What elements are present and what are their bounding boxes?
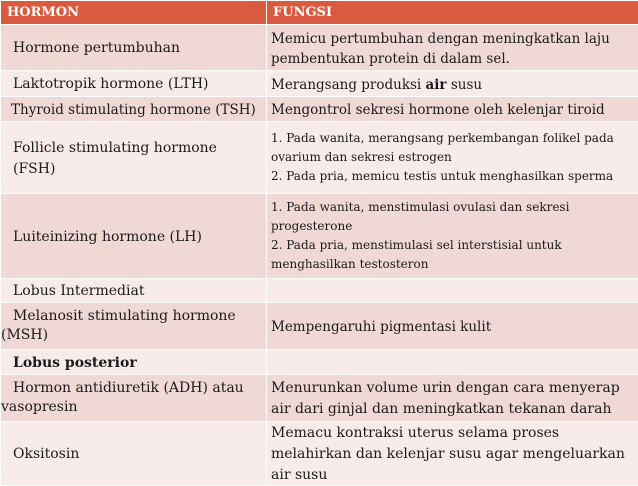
fungsi-list-item: 1. Pada wanita, merangsang perkembangan folikel pada ovarium dan sekresi estrogen — [271, 129, 634, 167]
header-hormon: HORMON — [1, 1, 267, 25]
fungsi-cell — [267, 71, 638, 97]
fungsi-text: Menurunkan volume urin dengan cara menyerap air dari ginjal dan meningkatkan tekanan darah — [271, 380, 620, 417]
fungsi-text: Memicu pertumbuhan dengan meningkatkan laju pembentukan protein di dalam sel. — [271, 31, 610, 67]
hormon-cell — [1, 375, 267, 422]
hormon-cell — [1, 25, 267, 71]
hormon-cell — [1, 422, 267, 486]
fungsi-text-part: susu — [447, 77, 483, 93]
table-row — [1, 194, 638, 279]
table-row — [1, 350, 638, 375]
table-row — [1, 71, 638, 97]
hormon-label: Laktotropik hormone (LTH) — [13, 76, 209, 92]
fungsi-text-bold: air — [426, 77, 447, 93]
fungsi-list-item: 2. Pada pria, menstimulasi sel interstisial untuk menghasilkan testosteron — [271, 236, 634, 274]
fungsi-text: Mempengaruhi pigmentasi kulit — [271, 319, 491, 335]
fungsi-list-item: 2. Pada pria, memicu testis untuk menghasilkan sperma — [271, 167, 634, 186]
table-row — [1, 279, 638, 303]
table-header-row — [1, 1, 638, 25]
hormon-label: Luiteinizing hormone (LH) — [13, 229, 202, 245]
fungsi-cell — [267, 122, 638, 194]
fungsi-text: Memacu kontraksi uterus selama proses melahirkan dan kelenjar susu agar mengeluarkan air susu — [271, 425, 625, 483]
hormon-label: Hormon antidiuretik (ADH) atau vasopresin — [1, 379, 262, 417]
hormon-cell — [1, 279, 267, 303]
hormon-label: Thyroid stimulating hormone (TSH) — [11, 102, 256, 118]
fungsi-cell — [267, 279, 638, 303]
hormon-label: Oksitosin — [13, 446, 79, 462]
fungsi-text: Mengontrol sekresi hormone oleh kelenjar tiroid — [271, 102, 605, 118]
hormon-label: Follicle stimulating hormone (FSH) — [13, 140, 217, 177]
table-row — [1, 25, 638, 71]
hormon-cell — [1, 97, 267, 122]
fungsi-text-part: Merangsang produksi — [271, 77, 426, 93]
fungsi-cell — [267, 350, 638, 375]
table-row — [1, 303, 638, 350]
hormon-cell — [1, 303, 267, 350]
hormon-cell — [1, 194, 267, 279]
fungsi-cell — [267, 25, 638, 71]
hormon-label: Lobus Intermediat — [13, 283, 144, 299]
fungsi-cell — [267, 422, 638, 486]
fungsi-cell — [267, 194, 638, 279]
hormon-cell — [1, 71, 267, 97]
table-row — [1, 97, 638, 122]
hormon-cell — [1, 122, 267, 194]
hormon-cell — [1, 350, 267, 375]
section-heading: Lobus posterior — [13, 355, 137, 371]
fungsi-cell — [267, 303, 638, 350]
fungsi-cell — [267, 97, 638, 122]
table-row — [1, 375, 638, 422]
fungsi-cell — [267, 375, 638, 422]
hormon-label: Hormone pertumbuhan — [13, 40, 180, 56]
header-fungsi: FUNGSI — [267, 1, 638, 25]
table-row — [1, 422, 638, 486]
table-row — [1, 122, 638, 194]
hormon-label: Melanosit stimulating hormone (MSH) — [1, 307, 262, 345]
fungsi-list-item: 1. Pada wanita, menstimulasi ovulasi dan sekresi progesterone — [271, 198, 634, 236]
